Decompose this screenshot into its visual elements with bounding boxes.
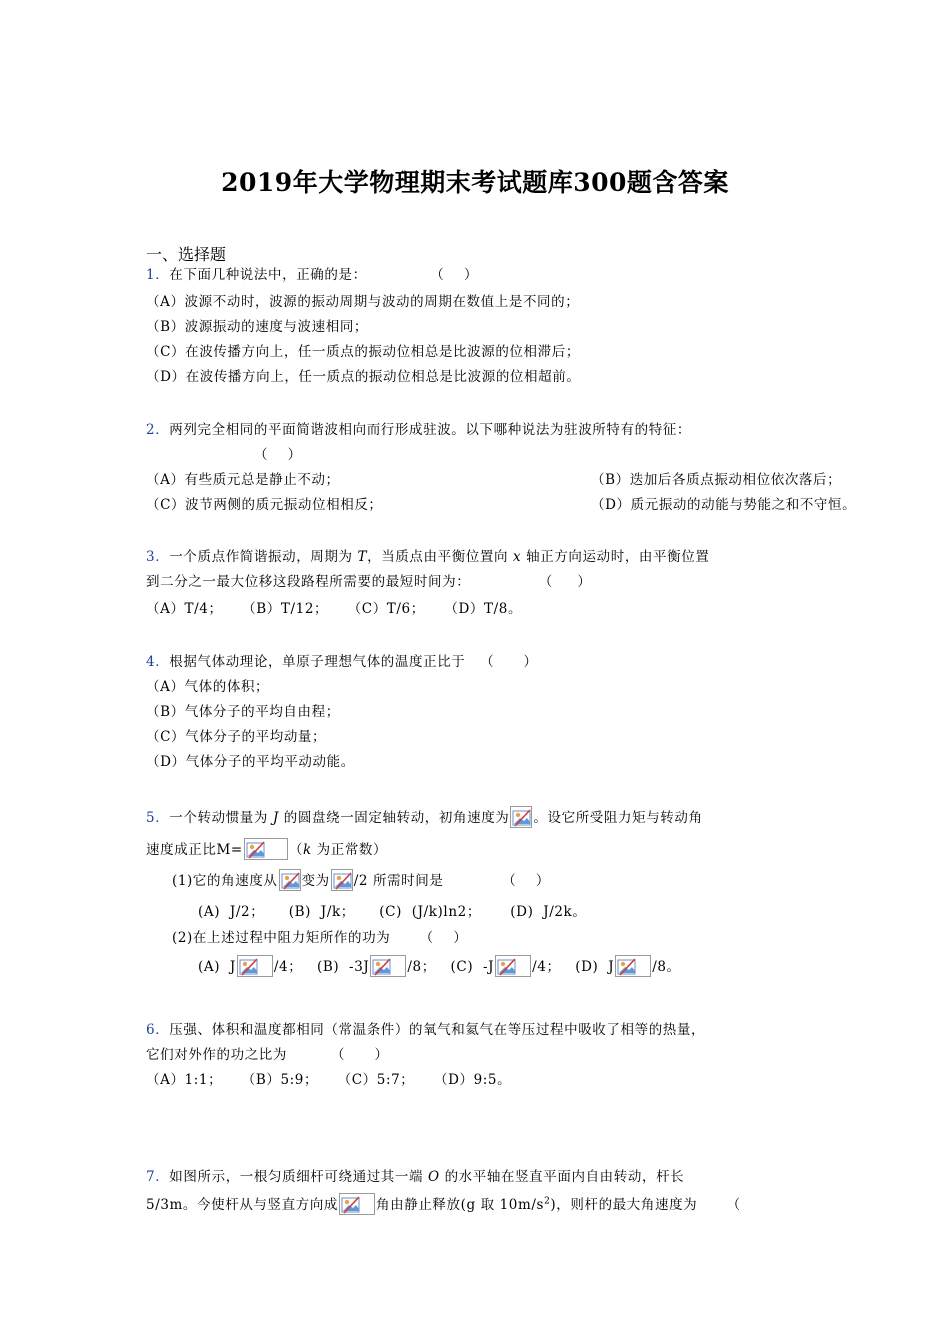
stem-text: 的水平轴在竖直平面内自由转动，杆长 (439, 1169, 685, 1185)
stem-text: 为正常数） (311, 842, 388, 858)
question-number: 1． (146, 267, 170, 283)
q7-stem-line-2 (146, 1193, 741, 1215)
q4-option-b: （B）气体分子的平均自由程； (146, 704, 340, 720)
question-number: 2． (146, 422, 170, 438)
broken-image-icon (339, 1193, 375, 1215)
q1-option-c: （C）在波传播方向上，任一质点的振动位相总是比波源的位相滞后； (146, 344, 580, 360)
option-text: /4； (B) -3J (273, 959, 370, 975)
broken-image-icon (370, 955, 406, 977)
question-1-stem (146, 263, 478, 283)
question-7-stem (146, 1165, 684, 1185)
stem-text: 轴正方向运动时，由平衡位置 (521, 549, 710, 565)
q1-option-a: （A）波源不动时，波源的振动周期与波动的周期在数值上是不同的； (146, 294, 580, 310)
page-title: 2019年大学物理期末考试题库300题含答案 (221, 168, 729, 197)
stem-text: 角由静止释放(g 取 10m/s (376, 1197, 545, 1213)
option-text: /8； (C) -J (407, 959, 495, 975)
q2-option-c: （C）波节两侧的质元振动位相相反； (146, 497, 383, 513)
stem-text: （ (288, 842, 303, 858)
question-2-stem (146, 418, 691, 438)
question-number: 5． (146, 810, 170, 826)
q3-stem-line-2: 到二分之一最大位移这段路程所需要的最短时间为： （ ） (146, 574, 592, 590)
stem-text: 如图所示，一根匀质细杆可绕通过其一端 (169, 1169, 428, 1185)
broken-image-icon (331, 869, 353, 891)
q4-option-c: （C）气体分子的平均动量； (146, 729, 327, 745)
stem-text: (1)它的角速度从 (172, 873, 278, 889)
stem-text: /2 所需时间是 （ ） (353, 873, 550, 889)
question-5-stem (146, 806, 703, 828)
q2-answer-paren: （ ） (254, 447, 302, 463)
q5-part-1 (172, 869, 550, 891)
symbol-x: x (513, 549, 522, 565)
stem-text: 。设它所受阻力矩与转动角 (533, 810, 703, 826)
stem-text: 变为 (301, 873, 330, 889)
stem-text: 的圆盘绕一固定轴转动，初角速度为 (278, 810, 510, 826)
symbol-J: J (272, 810, 279, 826)
q2-option-a: （A）有些质元总是静止不动； (146, 472, 340, 488)
q5-stem-line-2 (146, 838, 387, 860)
question-number: 6． (146, 1022, 170, 1038)
symbol-O: O (428, 1169, 440, 1185)
broken-image-icon (244, 838, 288, 860)
q2-options-row-2 (146, 493, 857, 513)
stem-text: 根据气体动理论，单原子理想气体的温度正比于 （ ） (169, 654, 538, 670)
stem-text: 速度成正比M= (146, 842, 243, 858)
question-number: 4． (146, 654, 170, 670)
q2-option-b: （B）迭加后各质点振动相位依次落后； (591, 472, 842, 488)
q5-part-2: (2)在上述过程中阻力矩所作的功为 （ ） (172, 930, 468, 946)
q6-options: （A）1:1； （B）5:9； （C）5:7； （D）9:5。 (146, 1072, 512, 1088)
q2-option-d: （D）质元振动的动能与势能之和不守恒。 (591, 497, 857, 513)
broken-image-icon (495, 955, 531, 977)
broken-image-icon (237, 955, 273, 977)
question-6-stem (146, 1018, 705, 1038)
q3-options: （A）T/4； （B）T/12； （C）T/6； （D）T/8。 (146, 601, 523, 617)
q5-part-2-options (198, 955, 681, 977)
question-3-stem (146, 545, 709, 565)
q1-option-b: （B）波源振动的速度与波速相同； (146, 319, 369, 335)
stem-text: 一个转动惯量为 (169, 810, 273, 826)
option-text: /8。 (652, 959, 681, 975)
option-text: /4； (D) J (532, 959, 615, 975)
question-number: 3． (146, 549, 170, 565)
q2-options-row-1 (146, 468, 842, 488)
broken-image-icon (510, 806, 532, 828)
broken-image-icon (279, 869, 301, 891)
superscript: 2 (544, 1196, 551, 1207)
stem-text: 两列完全相同的平面简谐波相向而行形成驻波。以下哪种说法为驻波所特有的特征： (169, 422, 691, 438)
q6-stem-line-2: 它们对外作的功之比为 （ ） (146, 1047, 389, 1063)
question-4-stem (146, 650, 538, 670)
q5-part-1-options: (A) J/2； (B) J/k； (C) (J/k)ln2； (D) J/2k。 (198, 904, 587, 920)
q4-option-a: （A）气体的体积； (146, 679, 270, 695)
stem-text: ，当质点由平衡位置向 (367, 549, 514, 565)
q1-option-d: （D）在波传播方向上，任一质点的振动位相总是比波源的位相超前。 (146, 369, 581, 385)
stem-text: 压强、体积和温度都相同（常温条件）的氧气和氦气在等压过程中吸收了相等的热量， (169, 1022, 706, 1038)
symbol-k: k (302, 842, 312, 858)
stem-text: )，则杆的最大角速度为 （ (550, 1197, 741, 1213)
symbol-T: T (357, 549, 368, 565)
stem-text: 5/3m。今使杆从与竖直方向成 (146, 1197, 339, 1213)
broken-image-icon (615, 955, 651, 977)
question-number: 7． (146, 1169, 170, 1185)
q4-option-d: （D）气体分子的平均平动动能。 (146, 754, 355, 770)
stem-text: 一个质点作简谐振动，周期为 (169, 549, 358, 565)
stem-text: 在下面几种说法中，正确的是： （ ） (169, 267, 479, 283)
section-heading: 一、选择题 (146, 245, 227, 264)
option-text: (A) J (198, 959, 236, 975)
